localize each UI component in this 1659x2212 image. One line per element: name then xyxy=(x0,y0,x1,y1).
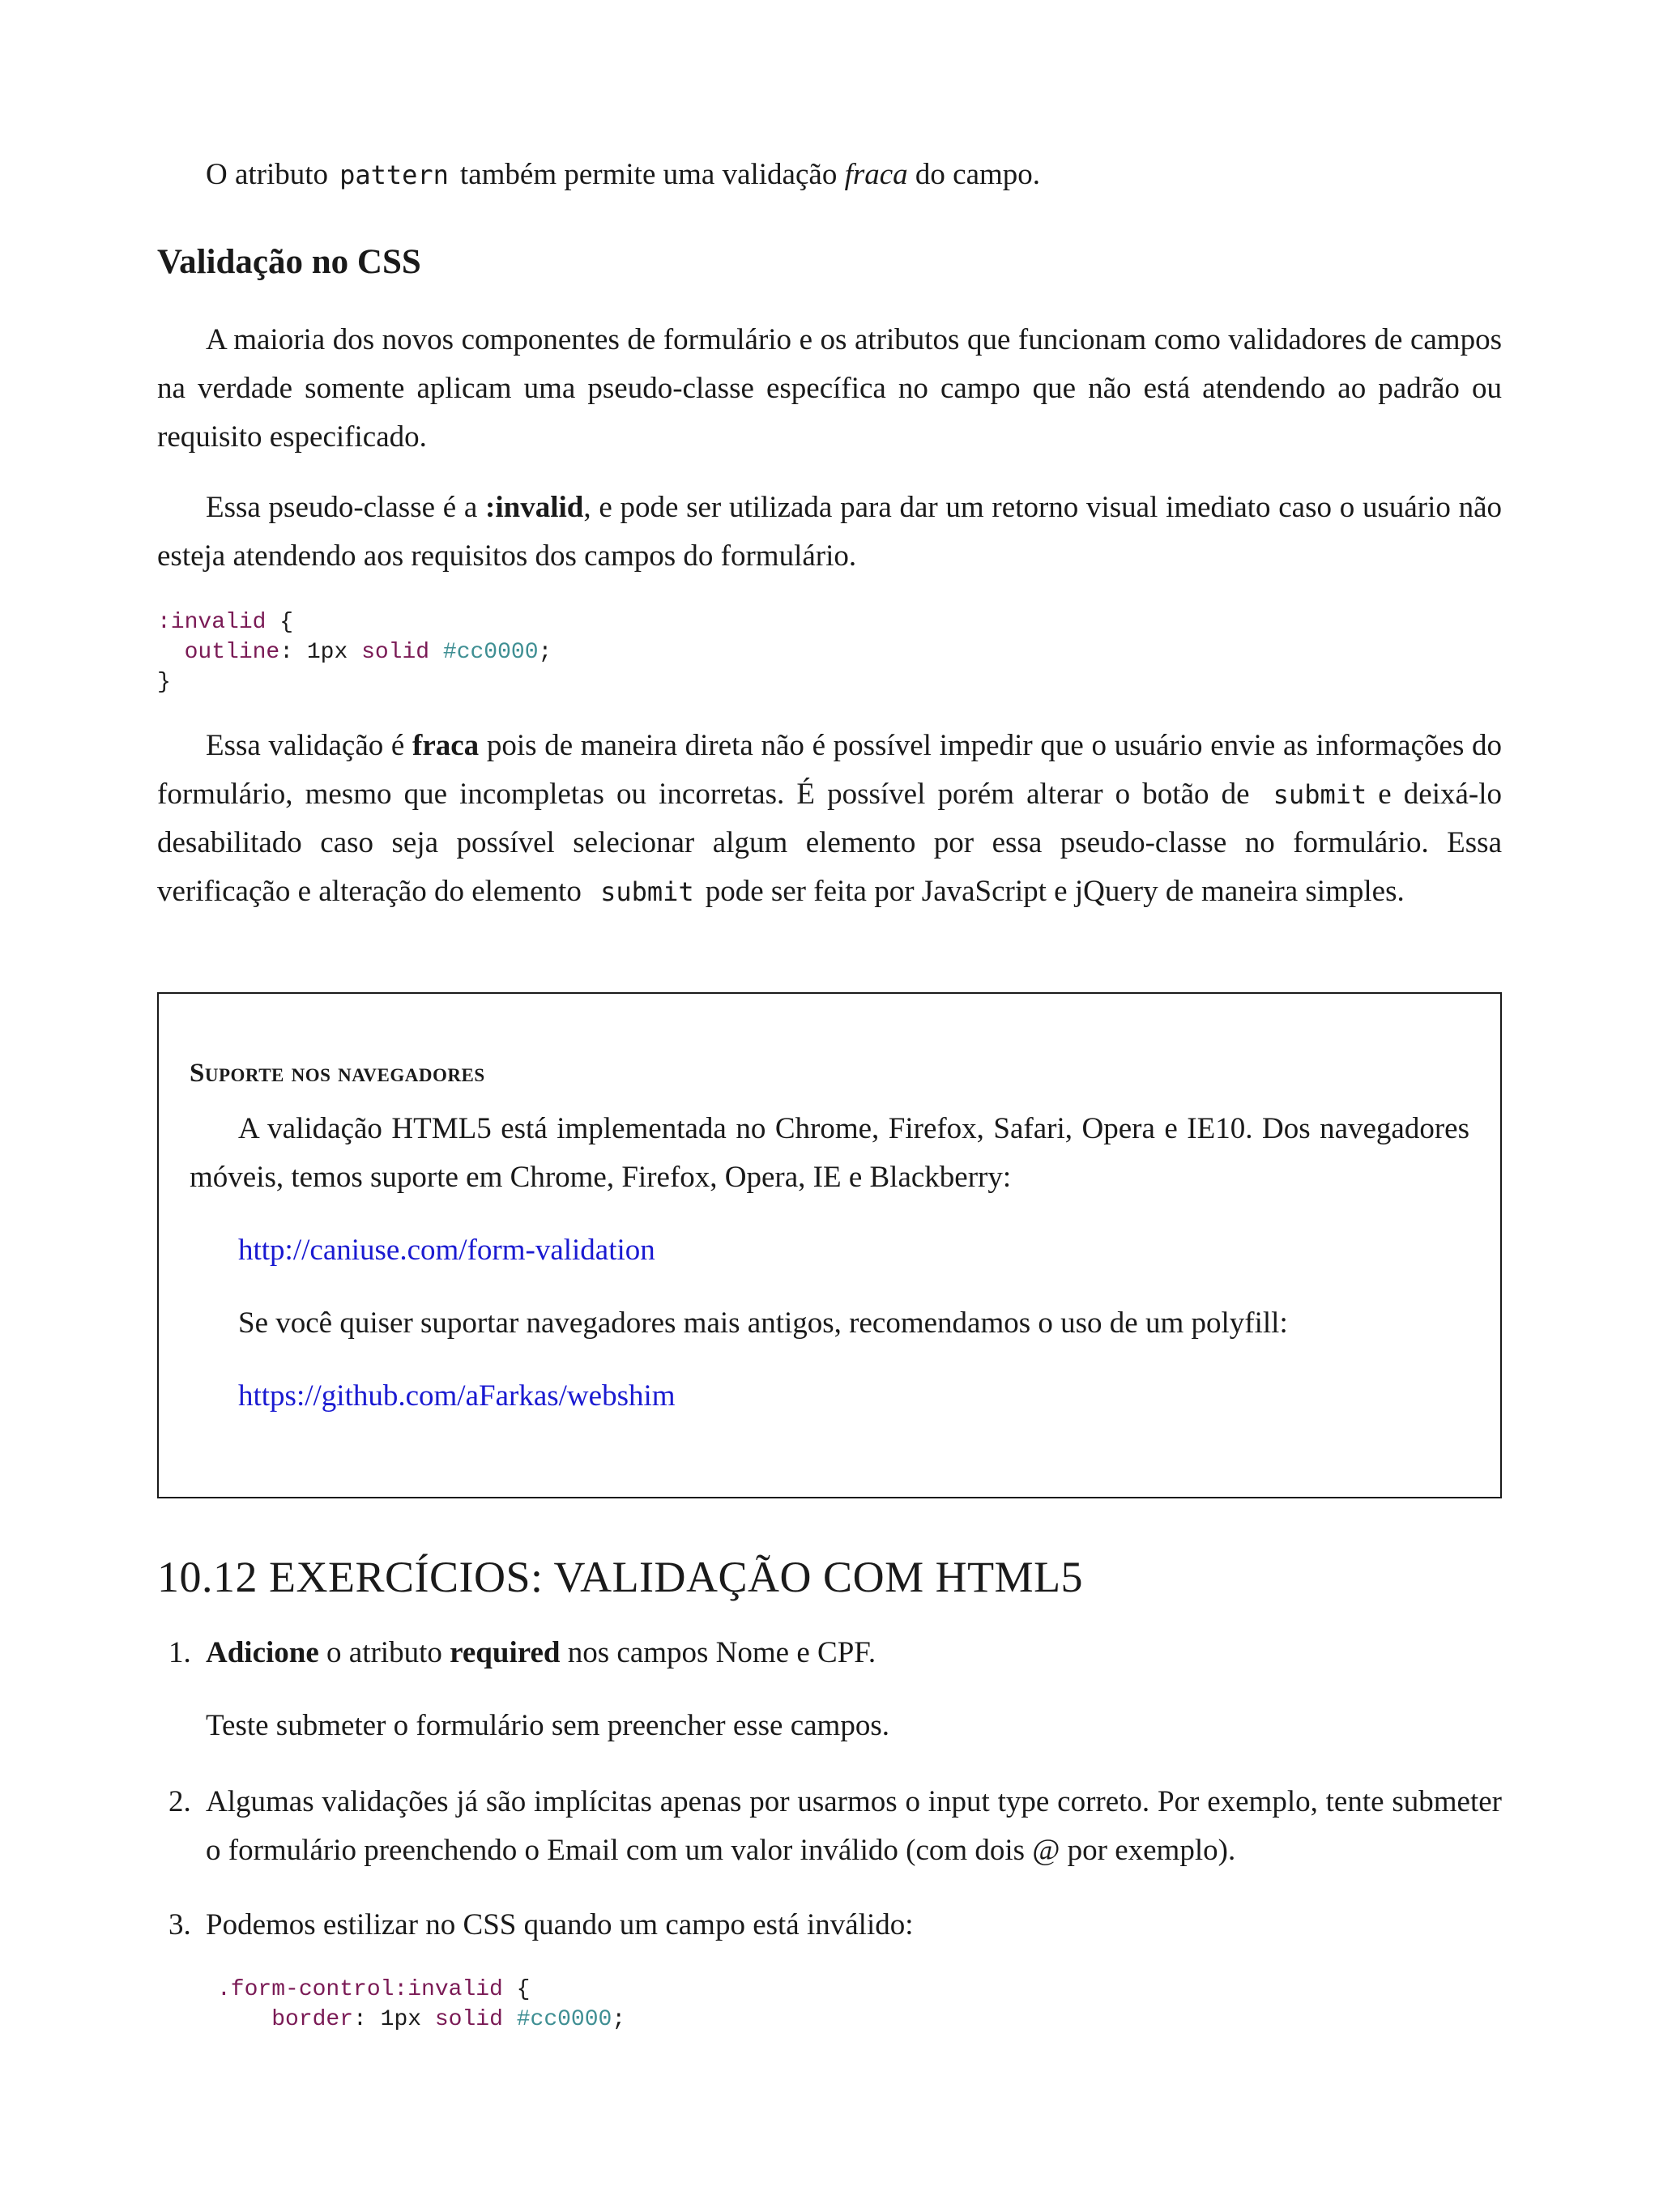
code-punct: : xyxy=(279,640,294,665)
box-link-line xyxy=(190,1372,1469,1421)
list-item-subtext: Teste submeter o formulário sem preencher esse campos. xyxy=(206,1709,889,1742)
code-number: 1px xyxy=(293,640,348,665)
list-item-body: Algumas validações já são implícitas apenas por usarmos o input type correto. Por exemplo, tente submeter o formulário preenchendo o Email com um valor inválido (com dois @ por exemplo). xyxy=(206,1785,1502,1867)
text: o atributo xyxy=(326,1636,442,1669)
strong-text: Adicione xyxy=(206,1636,319,1669)
paragraph-pattern xyxy=(157,151,1502,199)
list-number: 2. xyxy=(168,1785,191,1818)
box-paragraph-polyfill: Se você quiser suportar navegadores mais antigos, recomendamos o uso de um polyfill: xyxy=(238,1306,1288,1340)
paragraph-invalid xyxy=(157,484,1502,581)
code-number: 1px xyxy=(366,2007,422,2032)
list-item xyxy=(157,1629,1502,1750)
strong-text: required xyxy=(450,1636,561,1669)
text: Essa validação é xyxy=(206,729,405,762)
code-block-invalid xyxy=(157,607,1502,697)
code-keyword: solid xyxy=(421,2007,503,2032)
text: do campo. xyxy=(915,158,1041,191)
text: , e pode ser utilizada para dar um retorno visual imediato caso o usuário não esteja atendendo aos requisitos dos campos do formulário. xyxy=(157,491,1503,573)
code-punct: ; xyxy=(612,2007,626,2032)
paragraph-fraca xyxy=(157,722,1502,916)
code-punct: ; xyxy=(538,640,552,665)
section-heading: Validação no CSS xyxy=(157,243,421,281)
chapter-heading: 10.12 EXERCÍCIOS: VALIDAÇÃO COM HTML5 xyxy=(157,1553,1084,1601)
code-hex: #cc0000 xyxy=(429,640,539,665)
text: e deixá-lo desabilitado caso seja possível selecionar algum elemento por essa pseudo-classe no formulário. Essa verificação e alteração do elemento xyxy=(157,778,1503,908)
paragraph-pseudo-class: A maioria dos novos componentes de formulário e os atributos que funcionam como validadores de campos na verdade somente aplicam uma pseudo-classe específica no campo que não está atendendo ao padrão ou requisito especificado. xyxy=(157,323,1502,454)
box-link-line xyxy=(190,1226,1469,1275)
code-block-form-control xyxy=(217,1975,1497,2035)
list-item xyxy=(157,1778,1502,1875)
list-item-body: Podemos estilizar no CSS quando um campo está inválido: xyxy=(206,1908,914,1941)
code-selector: .form-control:invalid xyxy=(217,1977,503,2002)
code-hex: #cc0000 xyxy=(502,2007,612,2032)
list-number: 3. xyxy=(168,1908,191,1941)
list-item xyxy=(157,1901,1502,1950)
text: O atributo xyxy=(206,158,329,191)
list-number: 1. xyxy=(168,1636,191,1669)
code-brace: { xyxy=(266,610,294,635)
browser-support-box xyxy=(157,992,1502,1498)
code-brace: { xyxy=(502,1977,531,2002)
code-keyword: solid xyxy=(348,640,430,665)
code-property: border xyxy=(271,2007,354,2032)
strong-text: :invalid xyxy=(485,491,584,524)
box-paragraph: A validação HTML5 está implementada no Chrome, Firefox, Safari, Opera e IE10. Dos navegadores móveis, temos suporte em Chrome, Firefox, Opera, IE e Blackberry: xyxy=(190,1112,1469,1194)
inline-code: submit xyxy=(600,876,694,907)
code-brace: } xyxy=(157,670,171,695)
inline-code: pattern xyxy=(339,160,449,190)
text: nos campos Nome e CPF. xyxy=(567,1636,876,1669)
list-item-body xyxy=(206,1629,1502,1677)
code-punct: : xyxy=(353,2007,367,2032)
code-selector: :invalid xyxy=(157,610,267,635)
emphasis: fraca xyxy=(844,158,908,191)
text: pois de maneira direta não é possível impedir que o usuário envie as informações do formulário, mesmo que incompletas ou incorretas. É possível porém alterar o botão de xyxy=(157,729,1503,811)
text: pode ser feita por JavaScript e jQuery de maneira simples. xyxy=(705,875,1405,908)
caniuse-link[interactable]: http://caniuse.com/form-validation xyxy=(238,1234,655,1267)
box-title: Suporte nos navegadores xyxy=(190,1059,485,1088)
inline-code: submit xyxy=(1273,779,1367,810)
code-property: outline xyxy=(184,640,280,665)
text: também permite uma validação xyxy=(459,158,838,191)
webshim-link[interactable]: https://github.com/aFarkas/webshim xyxy=(238,1379,676,1413)
text: Essa pseudo-classe é a xyxy=(206,491,478,524)
strong-text: fraca xyxy=(412,729,480,762)
